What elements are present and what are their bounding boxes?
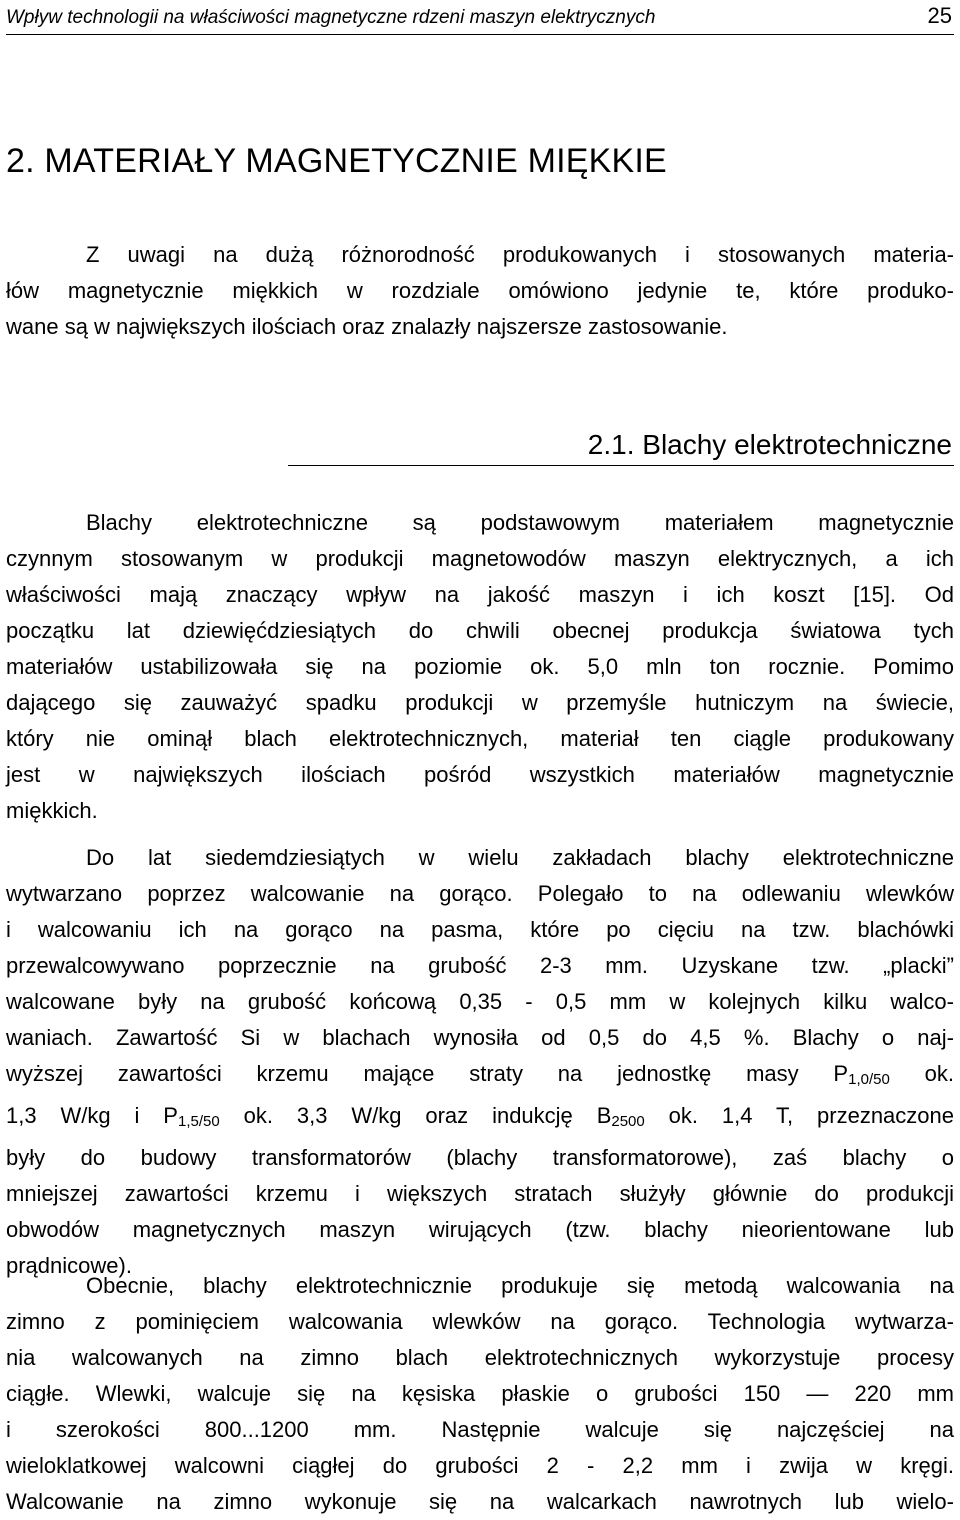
chapter-title: 2. MATERIAŁY MAGNETYCZNIE MIĘKKIE: [6, 142, 667, 180]
text-line: Z uwagi na dużą różnorodność produkowanych i stosowanych materia-: [86, 242, 954, 267]
text-run: 1,3 W/kg i P: [6, 1103, 178, 1128]
text-line: i walcowaniu ich na gorąco na pasma, które po cięciu na tzw. blachówki: [6, 917, 954, 942]
subscript: 2500: [611, 1113, 645, 1130]
text-line: wytwarzano poprzez walcowanie na gorąco. Polegało to na odlewaniu wlewków: [6, 881, 954, 906]
text-line: Obecnie, blachy elektrotechnicznie produkuje się metodą walcowania na: [86, 1273, 954, 1298]
text-run: ok. 1,4 T, przeznaczone: [644, 1103, 954, 1128]
subscript: 1,5/50: [177, 1113, 220, 1130]
text-line: Do lat siedemdziesiątych w wielu zakładach blachy elektrotechniczne: [86, 845, 954, 870]
intro-paragraph: [6, 237, 954, 345]
text-line: właściwości mają znaczący wpływ na jakość maszyn i ich koszt [15]. Od: [6, 582, 954, 607]
text-line: prądnicowe).: [6, 1253, 132, 1278]
text-line: obwodów magnetycznych maszyn wirujących (tzw. blachy nieorientowane lub: [6, 1217, 954, 1242]
text-line: początku lat dziewięćdziesiątych do chwili obecnej produkcja światowa tych: [6, 618, 954, 643]
text-run: ok. 3,3 W/kg oraz indukcję B: [219, 1103, 612, 1128]
text-line: waniach. Zawartość Si w blachach wynosiła od 0,5 do 4,5 %. Blachy o naj-: [6, 1025, 954, 1050]
text-line: mniejszej zawartości krzemu i większych stratach służyły głównie do produkcji: [6, 1181, 954, 1206]
section-title: [288, 425, 954, 466]
running-header-title: Wpływ technologii na właściwości magnetyczne rdzeni maszyn elektrycznych: [6, 7, 656, 28]
text-line: i szerokości 800...1200 mm. Następnie walcuje się najczęściej na: [6, 1417, 954, 1442]
text-line: Walcowanie na zimno wykonuje się na walcarkach nawrotnych lub wielo-: [6, 1489, 954, 1514]
text-line: Blachy elektrotechniczne są podstawowym materiałem magnetycznie: [86, 510, 954, 535]
text-line: wane są w największych ilościach oraz znalazły najszersze zastosowanie.: [6, 314, 728, 339]
text-line: wieloklatkowej walcowni ciągłej do grubości 2 - 2,2 mm i zwija w kręgi.: [6, 1453, 954, 1478]
text-line: materiałów ustabilizowała się na poziomie ok. 5,0 mln ton rocznie. Pomimo: [6, 654, 954, 679]
text-run: ok.: [889, 1061, 954, 1086]
subscript: 1,0/50: [848, 1071, 890, 1088]
text-line-with-subscript: [6, 1056, 954, 1098]
running-header: [6, 4, 954, 35]
section-title-text: 2.1. Blachy elektrotechniczne: [587, 429, 952, 460]
text-line: jest w największych ilościach pośród wszystkich materiałów magnetycznie: [6, 762, 954, 787]
page-number: 25: [927, 3, 952, 28]
text-line: dającego się zauważyć spadku produkcji w przemyśle hutniczym na świecie,: [6, 690, 954, 715]
text-line: miękkich.: [6, 798, 98, 823]
text-line: walcowane były na grubość końcową 0,35 - 0,5 mm w kolejnych kilku walco-: [6, 989, 954, 1014]
body-paragraph-3: [6, 1268, 954, 1520]
text-line: przewalcowywano poprzecznie na grubość 2-3 mm. Uzyskane tzw. „placki”: [6, 953, 954, 978]
text-line: łów magnetycznie miękkich w rozdziale omówiono jedynie te, które produko-: [6, 278, 954, 303]
text-line: który nie ominął blach elektrotechnicznych, materiał ten ciągle produkowany: [6, 726, 954, 751]
text-line: nia walcowanych na zimno blach elektrotechnicznych wykorzystuje procesy: [6, 1345, 954, 1370]
text-line-with-subscript: [6, 1098, 954, 1140]
text-line: ciągłe. Wlewki, walcuje się na kęsiska płaskie o grubości 150 — 220 mm: [6, 1381, 954, 1406]
body-paragraph-1: [6, 505, 954, 829]
text-line: czynnym stosowanym w produkcji magnetowodów maszyn elektrycznych, a ich: [6, 546, 954, 571]
text-run: wyższej zawartości krzemu mające straty na jednostkę masy P: [6, 1061, 849, 1086]
body-paragraph-2: [6, 840, 954, 1284]
text-line: były do budowy transformatorów (blachy transformatorowe), zaś blachy o: [6, 1145, 954, 1170]
text-line: zimno z pominięciem walcowania wlewków na gorąco. Technologia wytwarza-: [6, 1309, 954, 1334]
